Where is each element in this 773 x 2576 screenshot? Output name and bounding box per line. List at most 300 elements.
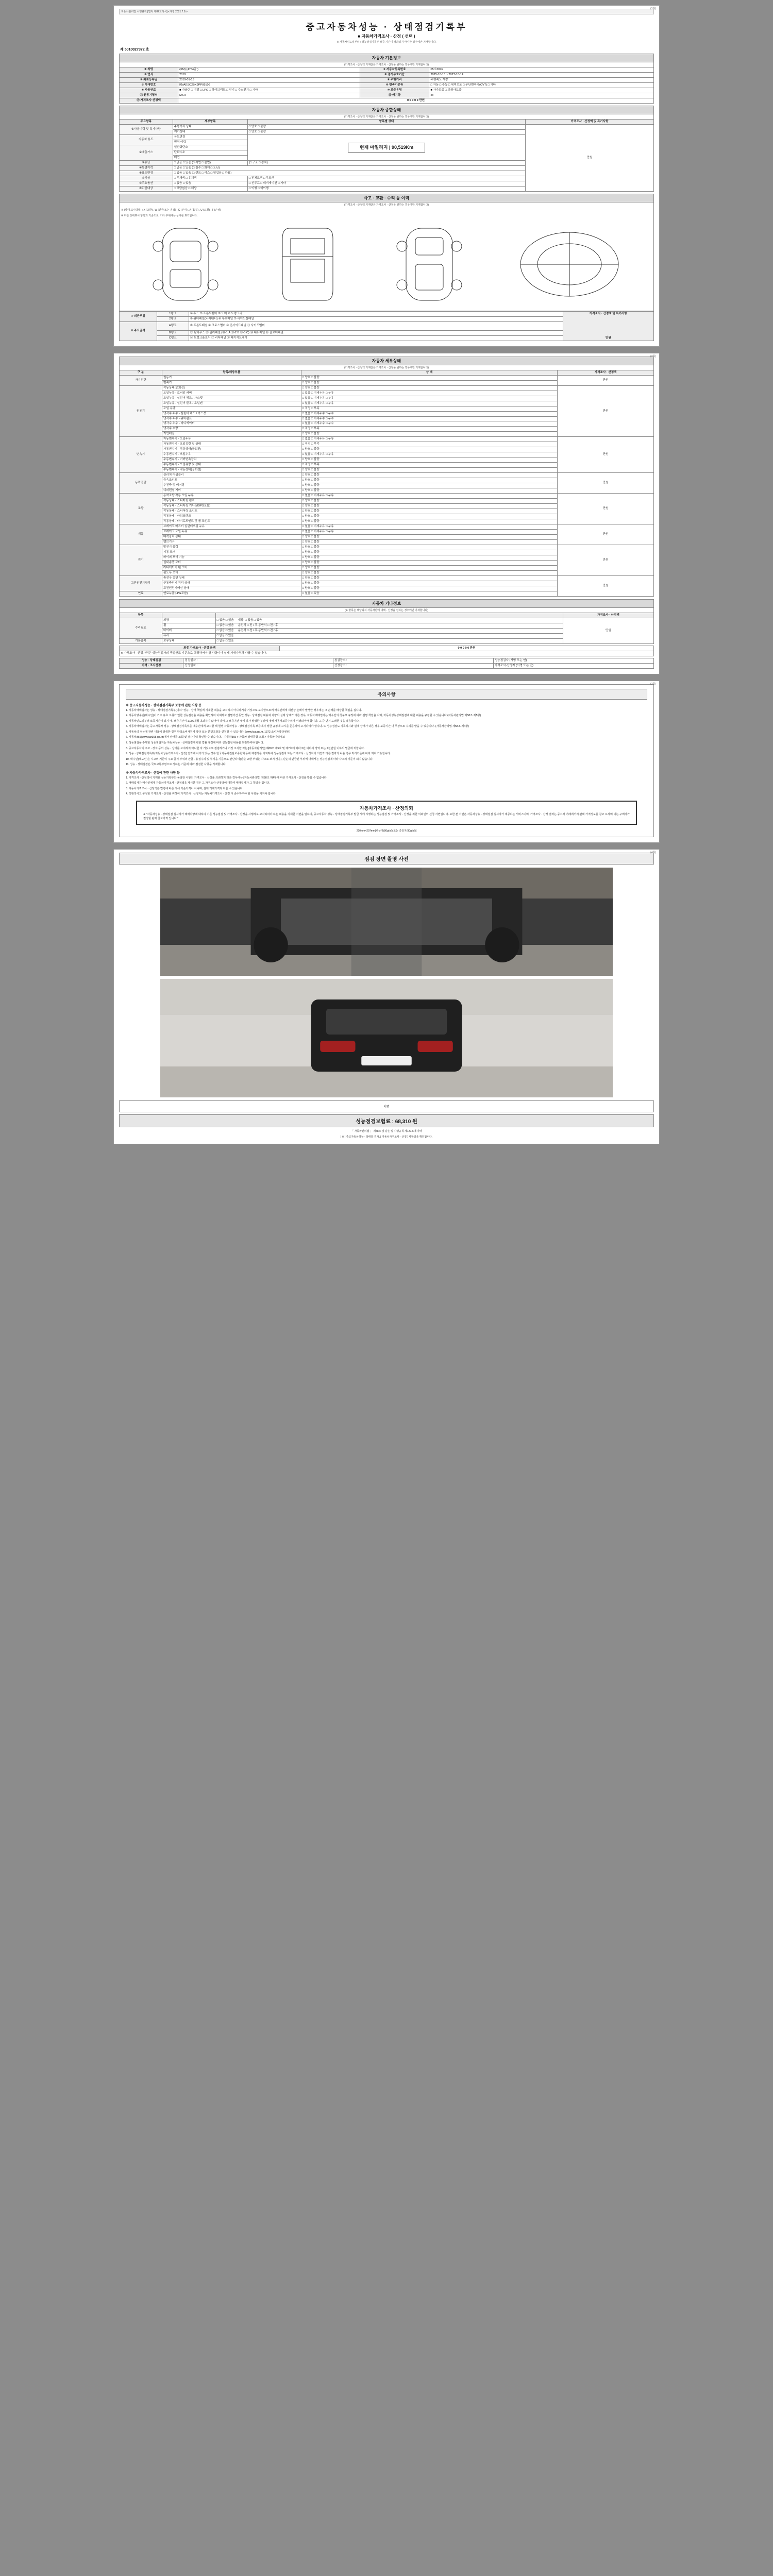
checkbox-group[interactable]: □ 적정 □ 부족: [301, 427, 558, 432]
others-table: [119, 613, 654, 644]
checkbox-group[interactable]: □ 양호 □ 불량: [301, 504, 558, 509]
table-row: [120, 375, 654, 380]
checkbox-group[interactable]: □ 없음 □ 미세누유 □ 누유: [301, 494, 558, 499]
page-4: [113, 849, 660, 1144]
row-group-label: 전기: [120, 545, 162, 576]
field-value[interactable]: 2019-01-15: [178, 77, 360, 82]
section-overall-note: (가격조사 · 산정액 기재란은 가격조사 · 산정을 원하는 경우에만 기재합니다): [119, 114, 654, 119]
table-row: [120, 82, 654, 88]
row-sub-label: 시동 모터: [162, 550, 301, 555]
field-value[interactable]: 2025-10-15 ~ 2027-10-14: [429, 72, 654, 77]
checkbox-group[interactable]: □ 양호 □ 불량: [301, 499, 558, 504]
row-sub-label: 계기상태: [173, 129, 247, 134]
table-row: [120, 385, 654, 391]
field-value[interactable]: 2019: [178, 72, 360, 77]
row-sub-label: 작동상태(공회전): [162, 385, 301, 391]
row-group-label: 제동: [120, 524, 162, 545]
checkbox-group[interactable]: □ 양호 □ 불량: [247, 129, 525, 134]
rank-label: C랭크: [157, 335, 189, 341]
photo-section-title: 점검 장면 촬영 사진: [119, 853, 654, 865]
col-header: 항목: [120, 613, 162, 618]
section-accident-title: 사고 · 교환 · 수리 등 이력: [119, 194, 654, 202]
row-sub-label: 충전구 절연 상태: [162, 576, 301, 581]
page-subtitle: ■ 자동차가격조사 · 산정 ( 선택 ): [358, 34, 415, 39]
checkbox-group[interactable]: □ 양호 □ 불량: [301, 555, 558, 561]
field-value[interactable]: 05소307R: [429, 67, 654, 73]
price-note[interactable]: 만원: [526, 124, 654, 191]
col-header: 항목별 상태: [247, 119, 525, 124]
car-front-view-icon: [147, 223, 224, 306]
state-right[interactable]: 운전석 □ 전 / 후 동반석 □ 전 / 후: [238, 629, 278, 632]
price-estimate-value[interactable]: 0 0 0 0 0 만원: [178, 98, 654, 103]
checkbox-group[interactable]: □ 없음 □ 있음: [215, 633, 563, 638]
col-header: 상 태: [301, 370, 558, 375]
notice-item: 8. 중고자동차의 구조 · 장치 등의 성능 · 상태를 고지하지 아니한 자 거짓으로 점검하거나 거짓 고지한 자는 [자동차관리법] 제80조 제5호 및 제7호에 따라 2년 이하의 징역 또는 2천만원 이하의 벌금에 처합니다.: [126, 747, 365, 750]
price-note[interactable]: 만원: [558, 375, 654, 385]
insurance-box: [136, 801, 637, 825]
field-label: ⑨ 사용연료: [120, 88, 178, 93]
photo-signature-box[interactable]: [119, 1100, 654, 1112]
parts-list[interactable]: ⑤ 쿼터패널(리어팬더) ⑥ 루프패널 ⑦ 사이드실패널: [189, 316, 563, 321]
table-row: [120, 93, 654, 98]
final-price-label: 최종 가격조사 · 산정 금액: [120, 646, 280, 651]
vehicle-damage-diagram[interactable]: [119, 218, 654, 311]
row-sub-label: 원동기: [162, 375, 301, 380]
table-row: [120, 646, 654, 651]
diagram-legend-2: ※ 하단 상태표시 항목과 기준으로, 기타 부위에는 상태를 표기합니다.: [121, 214, 198, 217]
page-1: [113, 5, 660, 347]
checkbox-group[interactable]: □ 없음 □ 있음: [301, 591, 558, 596]
document-number: 제 5010027372 호: [120, 48, 149, 52]
row-sub-label: 오일누유 - 실린더 블록 / 오일팬: [162, 401, 301, 406]
price-note[interactable]: 만원: [563, 618, 653, 643]
table-header-row: [120, 613, 654, 618]
field-value[interactable]: □ 자동 □ 수동 □ 세미오토 □ 무단변속기(CVT) □ 기타: [429, 82, 654, 88]
state-right[interactable]: 운전석 □ 전 / 후 동반석 □ 전 / 후: [238, 623, 278, 627]
field-label: ③ 연식: [120, 72, 178, 77]
price-note[interactable]: 만원: [558, 473, 654, 494]
row-sub-label: 작동상태 - 타이로드엔드 및 볼 조인트: [162, 519, 301, 524]
row-sub-label: 수동변속기 - 기어변속장치: [162, 457, 301, 463]
checkbox-group[interactable]: □ 무채색 □ 유채색: [173, 176, 247, 181]
checkbox-group[interactable]: □ 양호 □ 불량: [301, 375, 558, 380]
row-sub-label: 작동상태 - 스티어링 펌프: [162, 499, 301, 504]
row-sub-label: 매연: [173, 155, 247, 160]
table-row: [120, 437, 654, 442]
insurance-text: ※ "자동차성능 · 상태점검 실시자가 매매차량에 대하여 기존 성능점검 및 가격조사 · 산정을 시행하고 고지하여야 하는 내용을 기재한 서면을 말하며, 중고자동차 성능 · 상태점검기록부 발급 시에 시행하는 성능점검 및 가격조사 · 산정을 위한 의뢰인의 신청 서면입니다. 또한 본 서면은 자동차성능 · 상태점검 실시자가 제공하는 서비스이며, 가격조사 · 산정 결과는 중고차 거래에서의 판매 가격정보를 참고 요하며 이는 구매자가 결정할 판매 참고가격 입니다.": [143, 812, 630, 820]
row-sub-label: 주행거리 상태: [173, 124, 247, 129]
inspection-photo-underbody[interactable]: [160, 868, 613, 976]
notice-item: 11. 성능 · 상태점검은 국토교통부령으로 정하는 기준에 따라 점검한 사항을 기재합니다.: [126, 763, 226, 767]
sig-row-label: 가격 · 조사산정: [120, 663, 183, 668]
price-note[interactable]: 만원: [558, 545, 654, 576]
checkbox-group[interactable]: □ 양호 □ 불량: [301, 385, 558, 391]
checkbox-group[interactable]: □ 양호 □ 불량: [301, 540, 558, 545]
row-sub-label: 변경 이력: [173, 140, 247, 145]
col-header: 구 분: [120, 370, 162, 375]
row-group-label: ②배출가스: [120, 145, 173, 160]
row-sub-label: 유리: [162, 633, 215, 638]
sig-place[interactable]: 산정장소 :: [333, 663, 493, 668]
checkbox-group[interactable]: □ 선루프 □ 네비게이션 □ 기타: [247, 181, 525, 186]
table-row: [120, 576, 654, 581]
car-side-skeleton-icon: [513, 223, 626, 306]
checkbox-group[interactable]: □ 없음 □ 미세누수 □ 누수: [301, 416, 558, 421]
page-corner-4: (4쪽): [650, 851, 656, 855]
row-sub-label: 작동상태 - 스티어링 조인트: [162, 509, 301, 514]
table-row: [120, 494, 654, 499]
section-accident-note: (가격조사 · 산정액 기재란은 가격조사 · 산정을 원하는 경우에만 기재합니다): [119, 202, 654, 207]
table-row: [120, 524, 654, 530]
field-value[interactable]: cc: [429, 93, 654, 98]
price-note[interactable]: 만원: [558, 385, 654, 437]
row-sub-label: 동력조향 작동 오일 누유: [162, 494, 301, 499]
section-others-note: (※ 항목은 해당되지 자동차만에 대해 · 산정을 원하는 경우에만 기재합니다): [119, 608, 654, 613]
parts-list[interactable]: ⑧ 프론트패널 ⑨ 크로스멤버 ⑩ 인사이드패널 ⑪ 사이드멤버: [189, 321, 563, 330]
checkbox-group[interactable]: □ 양호 □ 불량: [301, 473, 558, 478]
row-sub-label: 수동변속기 - 작동상태(공회전): [162, 468, 301, 473]
row-sub-label: 와이퍼 모터 기능: [162, 555, 301, 561]
state-left[interactable]: □ 없음 □ 있음: [216, 623, 234, 627]
notice-box: [119, 684, 654, 838]
section-detail-note: (가격조사 · 산정액 기재란은 가격조사 · 산정을 원하는 경우에만 기재합니다): [119, 365, 654, 370]
row-sub-label: 라디에이터 팬 모터: [162, 566, 301, 571]
row-sub-label: 냉각수 누수 - 라디에이터: [162, 421, 301, 427]
table-row: [120, 88, 654, 93]
checkbox-group[interactable]: □ 양호 □ 불량: [301, 545, 558, 550]
page-corner-3: (3쪽): [650, 682, 656, 686]
checkbox-group[interactable]: □ 양호 □ 불량: [301, 447, 558, 452]
checkbox-group[interactable]: □ 없음 □ 있음 (□ 적법 □ 불법): [173, 160, 247, 165]
price-note[interactable]: 만원: [558, 524, 654, 545]
row-sub-label: 외장: [162, 618, 215, 623]
row-group-label: ⑦주요옵션: [120, 181, 173, 186]
footer-line-2: [ ※ ] 중고자동차성능 · 상태를 검사, [ 자동차가격조사 · 산정 ] 사항임을 확인합니다.: [340, 1136, 433, 1139]
row-sub-label: 냉각수 누수 - 워터펌프: [162, 416, 301, 421]
checkbox-group[interactable]: □ 양호 □ 불량: [301, 483, 558, 488]
checkbox-group[interactable]: □ 양호 □ 불량: [301, 478, 558, 483]
checkbox-group[interactable]: □ 없음 □ 있음: [173, 181, 247, 186]
field-value[interactable]: MSR: [178, 93, 360, 98]
rank-label: 2랭크: [157, 316, 189, 321]
overall-state-table: [119, 119, 654, 192]
notice-section-2-title: ※ 자동차가격조사 · 산정에 관한 사항 등: [126, 771, 180, 775]
checkbox-group[interactable]: □ 양호 □ 불량: [301, 581, 558, 586]
notice-item: 1. 자동차매매업자는 성능 · 상태점검기록부(이하 "성능 · 상태 책임에 기재한 내용을 고지하지 아니하거나 거짓으로 고지함으로써 매수인에게 재산상 손해가 발생한 경우에는 그 손해를 배상할 책임을 집니다.: [126, 708, 362, 712]
odometer-cell: [247, 134, 525, 160]
checkbox-group[interactable]: □ 없음 □ 미세누유 □ 누유: [301, 401, 558, 406]
table-row: [120, 124, 654, 129]
section-overall-title: 자동차 종합상태: [119, 106, 654, 114]
state-right[interactable]: □ 없음 □ 있음: [245, 618, 262, 622]
page-corner-1: (1쪽): [650, 7, 656, 10]
document-root: [0, 0, 773, 1158]
parts-list[interactable]: ① 후드 ② 프론트팬더 ③ 도어 ④ 트렁크리드: [189, 311, 563, 316]
field-label: ⑩ 보증유형: [360, 88, 429, 93]
field-value[interactable]: ■ 자가보증 □ 보험사보증: [429, 88, 654, 93]
footer-line-1: 「 자동차관리법 」 제58조 및 같은 법 시행규칙 제120조에 따라: [351, 1130, 422, 1133]
price-note[interactable]: 만원: [558, 437, 654, 473]
notice-item: 7. 성능점검을 수행한 성능점검자는 자동차성능 · 상태점검에 관한 법률 규정에 따라 성능점검 내용을 보관하여야 합니다.: [126, 741, 264, 744]
table-row: [120, 311, 654, 316]
checkbox-group[interactable]: □ 양호 □ 불량: [301, 468, 558, 473]
insurance-title: 자동차가격조사 · 산정의뢰: [360, 805, 413, 811]
paper-spec-note: 210mm×297mm[백상지(80g/㎡) 또는 중질지(80g/㎡)]: [356, 829, 417, 833]
field-label: ⑤ 최초등록일: [120, 77, 178, 82]
checkbox-group[interactable]: □ 양호 □ 불량: [301, 571, 558, 576]
parts-list[interactable]: ⑫ 휠하우스 ⑬ 필러패널 (⑬-1 A ⑬-2 B ⑬-3 C) ⑭ 대쉬패널 ⑮ 플로어패널: [189, 330, 563, 335]
checkbox-group[interactable]: □ 이행 □ 미이행: [247, 186, 525, 191]
checkbox-group[interactable]: □ 양호 □ 불량: [301, 535, 558, 540]
checkbox-group[interactable]: [215, 628, 563, 633]
inspection-photo-rear[interactable]: [160, 979, 613, 1097]
col-header: 주요항목: [120, 119, 173, 124]
table-row: [120, 545, 654, 550]
notice-item: 3. 자동차인도일부터 보증기간이 되기 때, 보증기간이 1,000개월 초과하지 않아야 하며 그 보증기간 내에 하자 발생한 부위에 대해 자동차보증수리가 이행되어야 합니다. 그 중 먼저 도래한 것을 적용합니다.: [126, 719, 360, 723]
row-sub-label: 오일누유 - 로커암 커버: [162, 391, 301, 396]
row-group-label: ⑧리콜대상: [120, 186, 173, 191]
col-header: 항목/해당부품: [162, 370, 301, 375]
sig-place[interactable]: 점검장소 :: [333, 658, 493, 663]
checkbox-group[interactable]: □ 양호 □ 불량: [301, 380, 558, 385]
photo-rear-graphic: [160, 979, 613, 1097]
row-group-label: ①사용이력 및 특기사항: [120, 124, 173, 134]
row-group-label: 자기진단: [120, 375, 162, 385]
row-sub-label: 변속기: [162, 380, 301, 385]
state-left[interactable]: □ 없음 □ 있음: [216, 629, 234, 632]
checkbox-group[interactable]: □ 양호 □ 불량: [301, 457, 558, 463]
photo-gallery: [119, 865, 654, 1100]
signature-label: 서명: [383, 1106, 390, 1109]
field-value[interactable]: ■ 가솔린 □ 디젤 □ LPG □ 하이브리드 □ 전기 □ 수소전기 □ 기타: [178, 88, 360, 93]
page-title: 중고자동차성능 · 상태점검기록부: [306, 22, 467, 32]
notice-section-1-title: ※ 중고자동차성능 · 상태점검기록부 보증에 관한 사항 등: [126, 704, 202, 707]
col-header: 가격조사 · 산정액 및 특기사항: [526, 119, 654, 124]
row-sub-label: 실내송풍 모터: [162, 561, 301, 566]
field-label: ⑫ 배기량: [360, 93, 429, 98]
signature-table: [119, 658, 654, 669]
table-row: [120, 98, 654, 103]
section-others-title: 자동차 기타정보: [119, 599, 654, 608]
state-left[interactable]: □ 없음 □ 있음: [216, 618, 234, 622]
row-sub-label: 발전기 출력: [162, 545, 301, 550]
row-sub-label: 휠: [162, 623, 215, 628]
checkbox-group[interactable]: □ 양호 □ 불량: [301, 519, 558, 524]
table-header-row: [120, 370, 654, 375]
notice-item: 4. 객관적이고 공정한 가격조사 · 산정을 위하여 가격조사 · 산정자는 자동차가격조사 · 산정 시 준수하여야 할 사항을 지켜야 합니다.: [126, 792, 277, 796]
field-label: ⑧ 변속기종류: [360, 82, 429, 88]
notice-title: 유의사항: [126, 689, 647, 700]
section-label-exterior: ① 외판부위: [120, 311, 157, 321]
accident-parts-table: [119, 311, 654, 341]
field-label: ⑦ 차대번호: [120, 82, 178, 88]
section-basic-note: (가격조사 · 산정액 기재란은 가격조사 · 산정을 원하는 경우에만 기재합니다): [119, 62, 654, 67]
row-sub-label: 클러치 어셈블리: [162, 473, 301, 478]
final-price-table: [119, 646, 654, 656]
row-sub-label: 수동변속기 - 오일누유: [162, 452, 301, 457]
checkbox-group[interactable]: □ 없음 □ 미세누수 □ 누수: [301, 411, 558, 416]
row-sub-label: 밸브기구: [162, 540, 301, 545]
row-group-label: 조향: [120, 494, 162, 524]
row-sub-label: 냉각수 수량: [162, 427, 301, 432]
col-header-state: [215, 613, 563, 618]
row-sub-label: 냉각수 누수 - 실린더 헤드 / 가스켓: [162, 411, 301, 416]
page-3: [113, 681, 660, 843]
table-row: [120, 77, 654, 82]
notice-item: 5. 자동차의 성능에 관련 내용이 발생한 경우 한국소비자원에 상담 또는 분쟁조정을 신청할 수 있습니다. (www.kca.go.kr, 1372 소비자상담센터): [126, 730, 290, 734]
rank-label: A랭크: [157, 321, 189, 330]
row-sub-label: 고전원전기배선 상태: [162, 586, 301, 591]
checkbox-group[interactable]: □ 전체도색 □ 무도색: [247, 176, 525, 181]
row-sub-label: 오일 유량: [162, 406, 301, 411]
col-header: 가격조사 · 산정액: [558, 370, 654, 375]
accident-note-label: [563, 311, 653, 341]
detail-state-table: [119, 370, 654, 597]
row-sub-label: 자동변속기 - 오일누유: [162, 437, 301, 442]
diagram-legend-1: ※ (상태 표시방법) : X (교환) , W (판금 또는 용접) , C (부식) , A (흠집) , U (요철) , T (손상): [121, 208, 221, 212]
state-mid-label: 내장: [238, 618, 244, 622]
price-note[interactable]: 만원: [558, 576, 654, 597]
row-group-label: 고전원전기장치: [120, 576, 162, 591]
checkbox-group[interactable]: □ 없음 □ 있음: [215, 638, 563, 643]
notice-item: 2. 자동차양수인(매수인)이 거주 유효 고취가 인한 성능점검을 내용을 확인하여 이해하고 설명기간 동안 성능 · 상태점검 내용과 차량의 실제 상태가 다른 경우, 자동차매매업자는 매수인의 청구로 규정에 따라 설명 책임을 지며, 자동차성능상태점검에 대한 내용을 규정할 수 있습니다.(자동차관리법 제58조 제5항): [126, 714, 481, 718]
col-header-blank: [162, 613, 215, 618]
section-detail-title: 자동차 세부상태: [119, 357, 654, 365]
row-group-label: ⑤용도변경: [120, 171, 173, 176]
row-group-label: 자동차 용도: [120, 134, 173, 145]
checkbox-group[interactable]: □ 양호 □ 불량: [301, 509, 558, 514]
checkbox-group[interactable]: □ 양호 □ 불량: [301, 566, 558, 571]
row-group-label: 원동기: [120, 385, 162, 437]
row-group-label: ③튜닝: [120, 160, 173, 165]
sig-name[interactable]: 성능점검자 (서명 또는 인): [493, 658, 653, 663]
field-label: ⑪ 원동기형식: [120, 93, 178, 98]
page-2: [113, 353, 660, 674]
checkbox-group[interactable]: □ 없음 □ 있음 (□ 렌트 □ 리스 □ 영업용 □ 관용): [173, 171, 525, 176]
row-sub-label: 용도변경: [173, 134, 247, 140]
row-sub-label: 타이어: [162, 628, 215, 633]
row-sub-label: 일산화탄소: [173, 145, 247, 150]
checkbox-group[interactable]: [215, 618, 563, 623]
final-price-value[interactable]: 0 0 0 0 0 만원: [280, 646, 654, 651]
checkbox-group[interactable]: □ 적정 □ 부족: [301, 463, 558, 468]
checkbox-group[interactable]: □ 양호 □ 불량: [301, 550, 558, 555]
checkbox-group[interactable]: □ 없음 □ 미세누유 □ 누유: [301, 452, 558, 457]
row-group-label: 기본품목: [120, 638, 162, 643]
page-subtitle-note: ※ 자동차인도일부터 : 성능점검기록부 보증 기간이 경과되지 아니한 경우에만 기재합니다.: [337, 41, 436, 44]
table-row: [120, 658, 654, 663]
checkbox-group[interactable]: □ 양호 □ 불량: [301, 514, 558, 519]
row-sub-label: 수동변속기 - 오일유량 및 상태: [162, 463, 301, 468]
inspection-fee: 성능점검보험료 : 68,310 원: [119, 1114, 654, 1127]
checkbox-group[interactable]: □ 양호 □ 불량: [301, 576, 558, 581]
field-value[interactable]: KNAESC2BX9PP09106: [178, 82, 360, 88]
row-sub-label: 배력장치 상태: [162, 535, 301, 540]
price-note[interactable]: 만원: [558, 494, 654, 524]
checkbox-group[interactable]: □ 적정 □ 부족: [301, 442, 558, 447]
checkbox-group[interactable]: □ 없음 □ 미세누유 □ 누유: [301, 396, 558, 401]
checkbox-group[interactable]: □ 없음 □ 미세누유 □ 누유: [301, 391, 558, 396]
row-sub-label: 브레이크 마스터 실린더오일 누유: [162, 524, 301, 530]
row-sub-label: 구동축전지 격리 상태: [162, 581, 301, 586]
basic-info-table: [119, 67, 654, 104]
checkbox-group[interactable]: (□ 구조 □ 장치): [247, 160, 525, 165]
field-label: ⑬ 가격조사·산정액: [120, 98, 178, 103]
row-sub-label: 추진축 및 베어링: [162, 483, 301, 488]
row-sub-label: 탄화수소: [173, 150, 247, 155]
table-header-row: [120, 119, 654, 124]
sig-date[interactable]: 산정일자 :: [183, 663, 333, 668]
checkbox-group[interactable]: □ 없음 □ 미세누유 □ 누유: [301, 524, 558, 530]
checkbox-group[interactable]: □ 양호 □ 불량: [301, 586, 558, 591]
rank-label: 1랭크: [157, 311, 189, 316]
section-label-frame: ② 주요골격: [120, 321, 157, 341]
notice-item: 6. 자동차365(www.car365.go.kr)에서 상태를 조회 및 검사이력 확인할 수 있습니다. - 자동차365 > 자동차 상태종합 조회 > 자동차이력정보: [126, 736, 285, 739]
checkbox-group[interactable]: □ 양호 □ 불량: [247, 124, 525, 129]
checkbox-group[interactable]: □ 적정 □ 부족: [301, 406, 558, 411]
field-value[interactable]: (XM) (4754급 ): [178, 67, 360, 73]
checkbox-group[interactable]: □ 해당없음 □ 해당: [173, 186, 247, 191]
checkbox-group[interactable]: □ 없음 □ 있음 (□ 침수 □ 화재 □ 도난): [173, 165, 525, 171]
checkbox-group[interactable]: □ 양호 □ 불량: [301, 432, 558, 437]
row-sub-label: 커먼레일: [162, 432, 301, 437]
row-sub-label: 작동상태 - 파워크랭크: [162, 514, 301, 519]
table-row: [120, 618, 654, 623]
row-sub-label: 자동변속기 - 작동상태(공회전): [162, 447, 301, 452]
checkbox-group[interactable]: □ 없음 □ 미세누수 □ 누수: [301, 421, 558, 427]
notice-item: 1. 가격조사 · 산정액이 기재된 성능기록부와 동일한 사항의 가격조사 · 산정을 의뢰하지 않은 경우에는 [자동차관리법] 제58조 제4항에 따른 가격조사 · 산정을 받을 수 없습니다.: [126, 776, 328, 779]
checkbox-group[interactable]: □ 양호 □ 불량: [301, 488, 558, 494]
row-sub-label: 오일누유 - 실린더 헤드 / 가스켓: [162, 396, 301, 401]
section-basic-title: 자동차 기본정보: [119, 54, 654, 62]
checkbox-group[interactable]: □ 양호 □ 불량: [301, 561, 558, 566]
notice-item: 2. 매매업자가 매수인에게 자동차가격조사 · 산정액을 제시한 경우 그 가격조사 산정액에 대하여 매매업자가 그 책임을 집니다.: [126, 782, 270, 785]
row-sub-label: 등속조인트: [162, 478, 301, 483]
form-legal-note: 자동차관리법 시행규칙 [별지 제82호서식] <개정 2021.7.8.>: [119, 9, 654, 14]
checkbox-group[interactable]: □ 없음 □ 미세누유 □ 누유: [301, 437, 558, 442]
rank-label: B랭크: [157, 330, 189, 335]
notice-item: 9. 성능 · 상태점검기록부(자동차성능가격조사 · 산정) 결과에 이의가 있는 경우 한국자동차진단보증협회 등에 재검사를 의뢰하여 성능점검자 또는 가격조사 · 산정자의 의견과 다른 결과가 나올 경우 처리기준에 따라 처리 가능합니다.: [126, 752, 391, 756]
field-label: ② 자동차등록번호: [360, 67, 429, 73]
car-rear-view-icon: [391, 223, 468, 306]
accident-note-label-text: 가격조사 · 산정액 및 특기사항: [589, 312, 627, 315]
row-group-label: ④특별이력: [120, 165, 173, 171]
field-label: ① 차명: [120, 67, 178, 73]
sig-row-label: 성능 · 상태점검: [120, 658, 183, 663]
row-group-label: 변속기: [120, 437, 162, 473]
row-group-label: 수리필요: [120, 618, 162, 638]
table-row: [120, 473, 654, 478]
notice-item: 10. 매수인(매도인)은 시고의 기준이 주요 골격 부위의 판금 · 용접수리 및 부식을 기준으로 판단하며(단순 교환 부위는 사고로 보지 않음), 단순히 판금된 부위에 대해서는 성능점검에 따라 사고의 기준이 되지 않습니다.: [126, 757, 374, 761]
col-header: 세부항목: [173, 119, 247, 124]
parts-list[interactable]: ⑯ 트렁크플로어 ⑰ 리어패널 ⑱ 패키지트레이: [189, 335, 563, 341]
accident-note-value[interactable]: 만원: [605, 336, 611, 340]
sig-date[interactable]: 점검일자 :: [183, 658, 333, 663]
field-label: ⑥ 주행거리: [360, 77, 429, 82]
sig-name[interactable]: 가격조사·산정자 (서명 또는 인): [493, 663, 653, 668]
final-price-note: ※ 가격조사 · 산정가격은 성능점검자의 책임한도 기준으로 고려하여야 할 사항이며 실제 거래가격과 다를 수 있습니다.: [120, 651, 654, 656]
field-label: ④ 검사유효기간: [360, 72, 429, 77]
field-value[interactable]: 주행속도 계량: [429, 77, 654, 82]
notice-item: 3. 자동차가격조사 · 산정액은 법령에 따른 시세 기준가격이 아니며, 실제 거래가격과 다를 수 있습니다.: [126, 787, 244, 790]
col-header: 가격조사 · 산정액: [563, 613, 653, 618]
checkbox-group[interactable]: [215, 623, 563, 628]
car-top-view-icon: [269, 223, 346, 306]
checkbox-group[interactable]: □ 없음 □ 미세누유 □ 누유: [301, 530, 558, 535]
row-sub-label: 연료누출(LPG포함): [162, 591, 301, 596]
row-group-label: 연료: [120, 591, 162, 596]
row-sub-label: 윈도우 모터: [162, 571, 301, 576]
